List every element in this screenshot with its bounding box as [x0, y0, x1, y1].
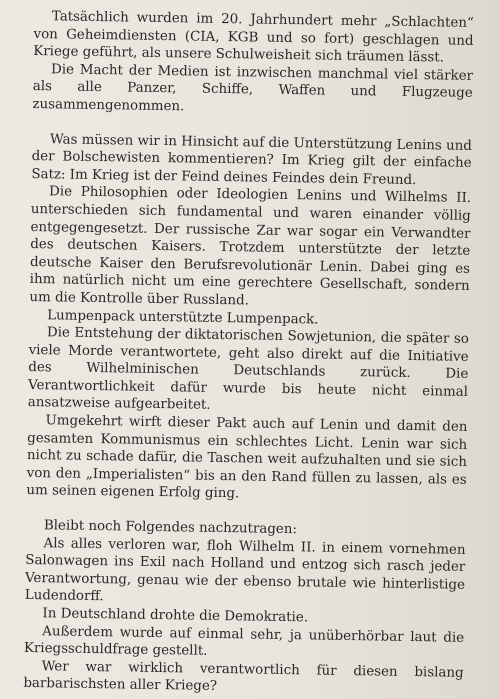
paragraph: Bleibt noch Folgendes nachzutragen:: [43, 518, 298, 538]
paragraph: Als alles verloren war, floh Wilhelm II. in einem vornehmen Salonwagen ins Exil nach Holland und entzog sich rasch jeder Verantwortung, genau wie der ebenso brutale wie hinterlistige Ludendorff.: [24, 535, 466, 605]
paragraph: Die Entstehung der diktatorischen Sowjetunion, die später so viele Morde verantwortete, geht also direkt auf die Initiative des Wilhelminischen Deutschlands zurück. Die Verantwortlichkeit dafür wurde bis heute nicht einmal ansatzweise aufgearbeitet.: [27, 325, 469, 414]
paragraph: Lumpenpack unterstützte Lumpenpack.: [47, 307, 319, 328]
page-text: [23, 8, 474, 699]
paragraph: Außerdem wurde auf einmal sehr, ja unüberhörbar laut die Kriegsschuldfrage gestellt.: [23, 623, 465, 659]
paragraph: Die Macht der Medien ist inzwischen manchmal viel stärker als alle Panzer, Schiffe, Waffen und Flugzeuge zusammengenommen.: [32, 62, 474, 115]
paragraph: In Deutschland drohte die Demokratie.: [42, 606, 309, 626]
paragraph: Die Philosophien oder Ideologien Lenins und Wilhelms II. unterschieden sich fundamental und waren einander völlig entgegengesetzt. Der russische Zar war sogar ein Verwandter des deutschen Kaisers. Trotzdem unterstützte der letzte deutsche Kaiser den Berufsrevolutionär Lenin. Dabei ging es ihm natürlich nicht um eine gerechtere Gesellschaft, sondern um die Kontrolle über Russland.: [29, 184, 472, 309]
paragraph: Was müssen wir in Hinsicht auf die Unterstützung Lenins und der Bolschewisten kommentieren? Im Krieg gilt der einfache Satz: Im Krieg ist der Feind deines Feindes dein Freund.: [31, 131, 473, 188]
paragraph: Wer war wirklich verantwortlich für diesen bislang barbarischsten aller Kriege?: [23, 658, 464, 695]
paragraph: Tatsächlich wurden im 20. Jahrhundert mehr „Schlachten“ von Geheimdiensten (CIA, KGB und so fort) geschlagen und Kriege geführt, als unsere Schulweisheit sich träumen lässt.: [33, 9, 474, 66]
paragraph: Umgekehrt wirft dieser Pakt auch auf Lenin und damit den gesamten Kommunismus ein schlechtes Licht. Lenin war sich nicht zu schade dafür, die Taschen weit aufzuhalten und sie sich von den „Imperialisten“ bis an den Rand füllen zu lassen, als es um seinen eigenen Erfolg ging.: [26, 413, 468, 502]
